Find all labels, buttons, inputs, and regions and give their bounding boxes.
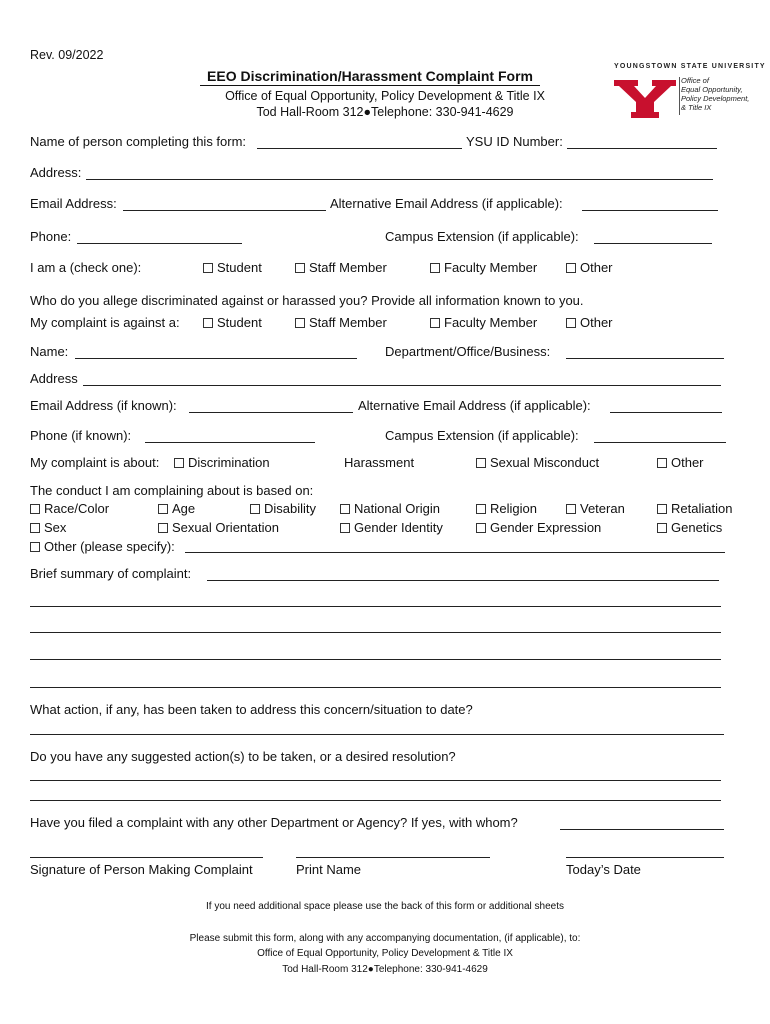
checkbox-label: Retaliation [671, 501, 733, 516]
checkbox-box[interactable] [476, 504, 486, 514]
completer-address-label: Address: [30, 165, 82, 180]
checkbox-box[interactable] [203, 318, 213, 328]
checkbox-box[interactable] [566, 504, 576, 514]
checkbox-label: Sexual Orientation [172, 520, 279, 535]
checkbox-box[interactable] [340, 523, 350, 533]
respondent-name-field[interactable] [75, 358, 357, 359]
other-specify-field[interactable] [185, 552, 725, 553]
ysu-y-logo-icon [614, 78, 676, 120]
checkbox-box[interactable] [566, 318, 576, 328]
logo-divider [679, 77, 680, 115]
resolution-question: Do you have any suggested action(s) to be taken, or a desired resolution? [30, 749, 456, 764]
checkbox-label: Sexual Misconduct [490, 455, 600, 470]
action-taken-field[interactable] [30, 734, 724, 735]
checkbox-sexual-orientation[interactable] [158, 520, 279, 535]
respondent-email-label: Email Address (if known): [30, 398, 177, 413]
checkbox-box[interactable] [158, 504, 168, 514]
logo-office-line: & Title IX [681, 103, 712, 112]
revision-label: Rev. 09/2022 [30, 48, 104, 62]
checkbox-label: Other [580, 315, 613, 330]
checkbox-label: Faculty Member [444, 315, 538, 330]
other-agency-question: Have you filed a complaint with any other Department or Agency? If yes, with whom? [30, 815, 518, 830]
summary-field-line[interactable] [30, 659, 721, 660]
checkbox-box[interactable] [430, 318, 440, 328]
checkbox-box[interactable] [476, 458, 486, 468]
checkbox-label: Staff Member [309, 260, 387, 275]
checkbox-label: Discrimination [188, 455, 270, 470]
checkbox-box[interactable] [295, 318, 305, 328]
checkbox-sexual-misconduct[interactable] [476, 455, 599, 470]
checkbox-against-faculty[interactable] [430, 315, 537, 330]
checkbox-label: Veteran [580, 501, 625, 516]
date-label: Today’s Date [566, 862, 641, 877]
signature-field[interactable] [30, 857, 263, 858]
respondent-question: Who do you allege discriminated against or harassed you? Provide all information known to you. [30, 293, 584, 308]
print-name-label: Print Name [296, 862, 362, 877]
additional-space-note: If you need additional space please use the back of this form or additional sheets [205, 901, 564, 912]
summary-field-line[interactable] [30, 632, 721, 633]
checkbox-box[interactable] [203, 263, 213, 273]
checkbox-label: Gender Expression [490, 520, 602, 535]
checkbox-retaliation[interactable] [657, 501, 732, 516]
respondent-campus-ext-field[interactable] [594, 442, 726, 443]
checkbox-box[interactable] [30, 504, 40, 514]
checkbox-veteran[interactable] [566, 501, 625, 516]
complaint-against-label: My complaint is against a: [30, 315, 180, 330]
checkbox-label: Other (please specify): [44, 539, 175, 554]
completer-phone-label: Phone: [30, 229, 72, 244]
signature-label: Signature of Person Making Complaint [30, 862, 253, 877]
checkbox-disability[interactable] [250, 501, 316, 516]
checkbox-label: Disability [264, 501, 317, 516]
ysu-id-label: YSU ID Number: [466, 134, 563, 149]
completer-campus-ext-label: Campus Extension (if applicable): [385, 229, 579, 244]
respondent-phone-field[interactable] [145, 442, 315, 443]
checkbox-completer-staff[interactable] [295, 260, 387, 275]
checkbox-completer-student[interactable] [203, 260, 262, 275]
summary-label: Brief summary of complaint: [30, 566, 192, 581]
summary-field-line[interactable] [30, 606, 721, 607]
logo-office-text [681, 76, 751, 112]
completer-alt-email-label: Alternative Email Address (if applicable): [330, 196, 563, 211]
respondent-alt-email-field[interactable] [610, 412, 722, 413]
checkbox-box[interactable] [174, 458, 184, 468]
summary-field-line[interactable] [30, 687, 721, 688]
respondent-campus-ext-label: Campus Extension (if applicable): [385, 428, 579, 443]
checkbox-label: Other [671, 455, 704, 470]
completer-name-label: Name of person completing this form: [30, 134, 247, 149]
checkbox-label: Age [172, 501, 196, 516]
checkbox-box[interactable] [657, 458, 667, 468]
checkbox-box[interactable] [430, 263, 440, 273]
office-address: Tod Hall-Room 312●Telephone: 330-941-4629 [256, 105, 514, 119]
checkbox-gender-identity[interactable] [340, 520, 443, 535]
checkbox-label: Gender Identity [354, 520, 443, 535]
form-title: EEO Discrimination/Harassment Complaint Form [207, 68, 533, 84]
checkbox-box[interactable] [657, 523, 667, 533]
logo-office-line: Equal Opportunity, [681, 85, 743, 94]
option-harassment[interactable]: Harassment [344, 455, 415, 470]
title-underline [200, 85, 540, 86]
completer-name-field[interactable] [257, 148, 462, 149]
checkbox-box[interactable] [30, 542, 40, 552]
footer-office-name: Office of Equal Opportunity, Policy Development & Title IX [257, 948, 513, 959]
logo-office-line: Office of [681, 76, 709, 85]
checkbox-about-other[interactable] [657, 455, 704, 470]
checkbox-religion[interactable] [476, 501, 537, 516]
complaint-about-label: My complaint is about: [30, 455, 160, 470]
checkbox-label: Faculty Member [444, 260, 538, 275]
checkbox-age[interactable] [158, 501, 195, 516]
completer-campus-ext-field[interactable] [594, 243, 712, 244]
i-am-label: I am a (check one): [30, 260, 142, 275]
checkbox-label: Other [580, 260, 613, 275]
respondent-alt-email-label: Alternative Email Address (if applicable): [358, 398, 591, 413]
respondent-name-label: Name: [30, 344, 69, 359]
checkbox-box[interactable] [295, 263, 305, 273]
checkbox-genetics[interactable] [657, 520, 722, 535]
checkbox-completer-faculty[interactable] [430, 260, 537, 275]
ysu-id-field[interactable] [567, 148, 717, 149]
respondent-phone-label: Phone (if known): [30, 428, 132, 443]
completer-alt-email-field[interactable] [582, 210, 718, 211]
print-name-field[interactable] [296, 857, 490, 858]
summary-field-line[interactable] [207, 580, 719, 581]
date-field[interactable] [566, 857, 724, 858]
checkbox-other-specify[interactable] [30, 539, 175, 554]
university-name: YOUNGSTOWN STATE UNIVERSITY [614, 63, 766, 70]
footer-office-address: Tod Hall-Room 312●Telephone: 330-941-4629 [282, 964, 488, 975]
checkbox-label: Sex [44, 520, 67, 535]
respondent-address-label: Address [30, 371, 78, 386]
action-taken-question: What action, if any, has been taken to address this concern/situation to date? [30, 702, 473, 717]
checkbox-label: Staff Member [309, 315, 387, 330]
submit-instructions: Please submit this form, along with any accompanying documentation, (if applicable), to: [189, 933, 581, 944]
office-name: Office of Equal Opportunity, Policy Development & Title IX [225, 89, 545, 103]
checkbox-against-staff[interactable] [295, 315, 387, 330]
checkbox-box[interactable] [158, 523, 168, 533]
checkbox-against-student[interactable] [203, 315, 262, 330]
checkbox-discrimination[interactable] [174, 455, 270, 470]
checkbox-label: Race/Color [44, 501, 110, 516]
resolution-field-line[interactable] [30, 780, 721, 781]
checkbox-label: Genetics [671, 520, 723, 535]
resolution-field-line[interactable] [30, 800, 721, 801]
completer-address-field[interactable] [86, 179, 713, 180]
checkbox-gender-expression[interactable] [476, 520, 601, 535]
checkbox-race-color[interactable] [30, 501, 109, 516]
checkbox-box[interactable] [476, 523, 486, 533]
checkbox-sex[interactable] [30, 520, 66, 535]
checkbox-label: National Origin [354, 501, 440, 516]
respondent-dept-label: Department/Office/Business: [385, 344, 551, 359]
respondent-address-field[interactable] [83, 385, 721, 386]
checkbox-box[interactable] [30, 523, 40, 533]
respondent-dept-field[interactable] [566, 358, 724, 359]
checkbox-national-origin[interactable] [340, 501, 440, 516]
respondent-email-field[interactable] [189, 412, 353, 413]
completer-email-label: Email Address: [30, 196, 117, 211]
checkbox-label: Student [217, 260, 262, 275]
checkbox-box[interactable] [657, 504, 667, 514]
based-on-label: The conduct I am complaining about is based on: [30, 483, 314, 498]
checkbox-against-other[interactable] [566, 315, 613, 330]
other-agency-field[interactable] [560, 829, 724, 830]
completer-email-field[interactable] [123, 210, 326, 211]
checkbox-box[interactable] [340, 504, 350, 514]
checkbox-box[interactable] [566, 263, 576, 273]
completer-phone-field[interactable] [77, 243, 242, 244]
checkbox-box[interactable] [250, 504, 260, 514]
checkbox-completer-other[interactable] [566, 260, 613, 275]
checkbox-label: Religion [490, 501, 537, 516]
logo-office-line: Policy Development, [681, 94, 750, 103]
checkbox-label: Student [217, 315, 262, 330]
